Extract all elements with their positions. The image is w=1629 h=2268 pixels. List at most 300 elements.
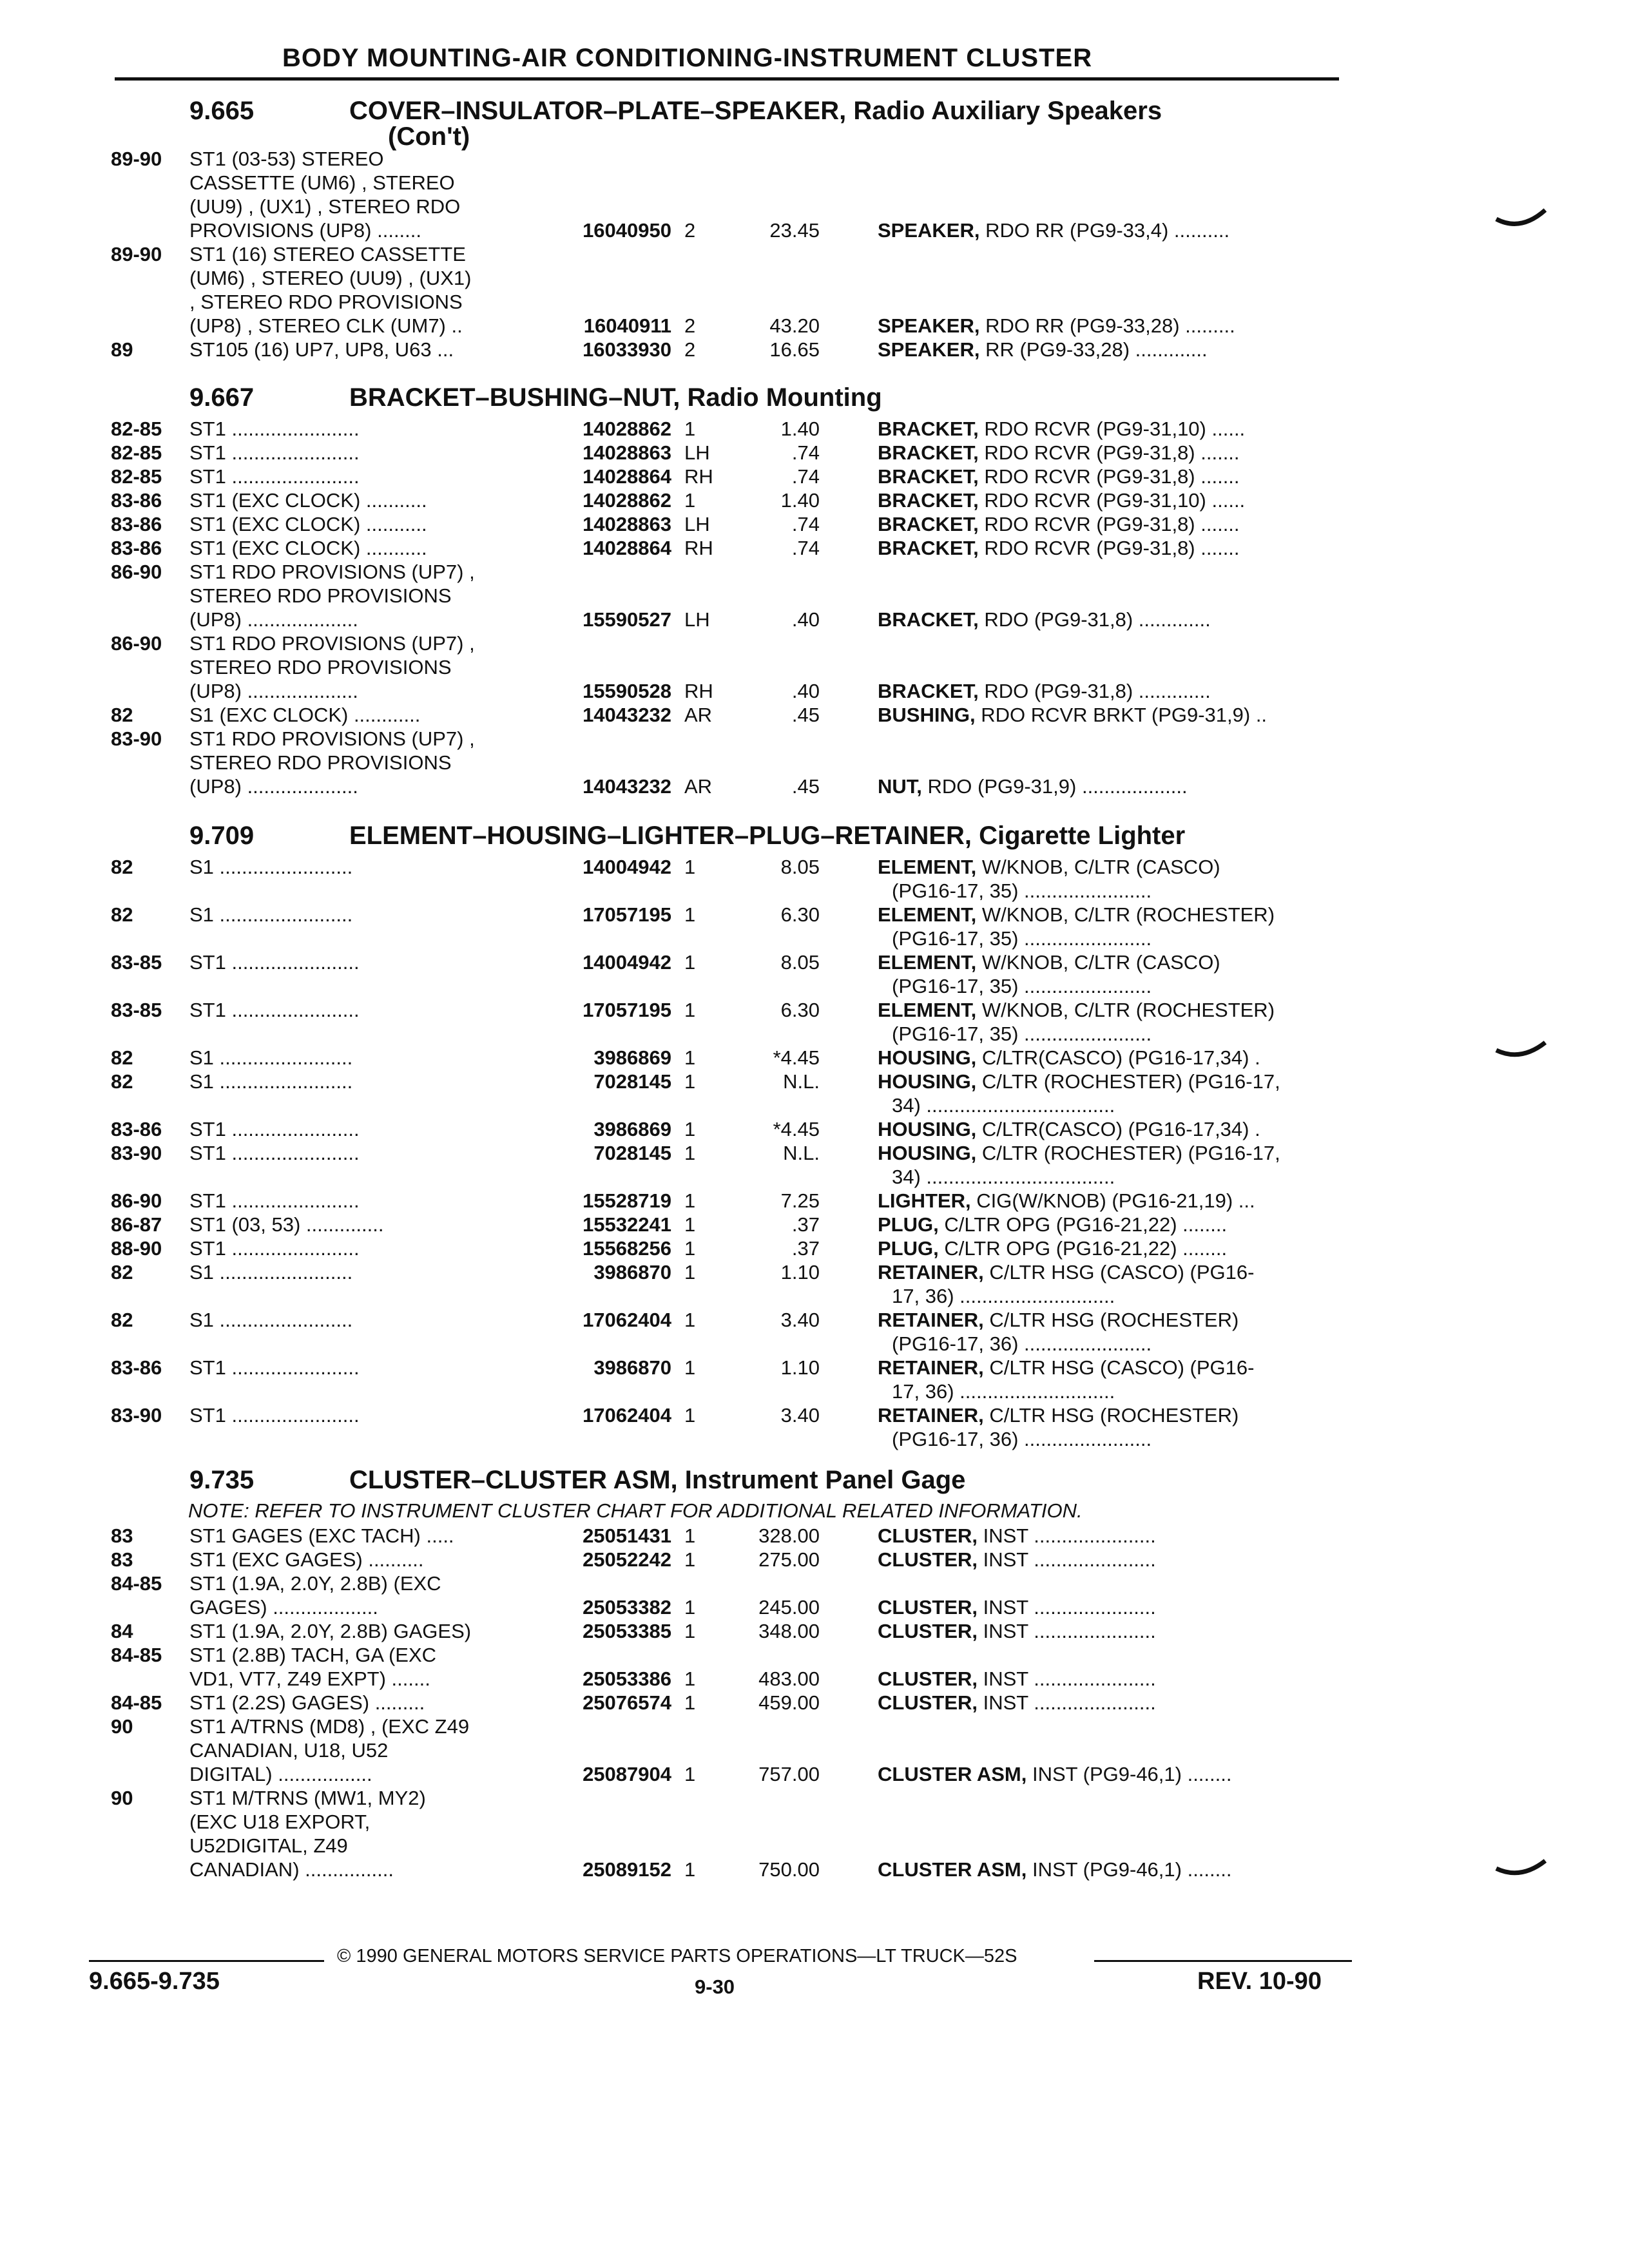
description-noun: CLUSTER, xyxy=(878,1667,978,1690)
description-text: 17, 36) ............................ xyxy=(892,1380,1115,1403)
section-title: ELEMENT–HOUSING–LIGHTER–PLUG–RETAINER, Cigarette Lighter xyxy=(349,822,1186,850)
price: 23.45 xyxy=(769,219,820,242)
price: 328.00 xyxy=(758,1524,820,1547)
description xyxy=(878,465,1342,488)
application: STEREO RDO PROVISIONS xyxy=(189,584,452,607)
application: ST1 ....................... xyxy=(189,951,360,974)
description xyxy=(878,1427,1356,1451)
description-text: RDO RCVR (PG9-31,8) ....... xyxy=(978,441,1240,464)
parts-row xyxy=(111,1595,1348,1619)
parts-row xyxy=(111,338,1348,361)
parts-row xyxy=(111,774,1348,798)
part-number: 16033930 xyxy=(583,338,671,361)
price: *4.45 xyxy=(773,1118,820,1140)
application: CANADIAN, U18, U52 xyxy=(189,1739,389,1762)
description xyxy=(878,1189,1342,1213)
section-number: 9.667 xyxy=(189,383,255,412)
description-noun: RETAINER, xyxy=(878,1309,984,1331)
quantity: 1 xyxy=(684,951,696,974)
parts-row xyxy=(111,1691,1348,1715)
parts-row xyxy=(111,1093,1348,1117)
model-years: 86-90 xyxy=(111,561,162,583)
description xyxy=(878,1117,1342,1141)
price: 3.40 xyxy=(780,1309,820,1331)
description xyxy=(878,1691,1342,1715)
description-text: C/LTR HSG (CASCO) (PG16- xyxy=(983,1261,1255,1283)
description xyxy=(878,903,1342,927)
quantity: 1 xyxy=(684,1237,696,1260)
application: CANADIAN) ................ xyxy=(189,1858,394,1881)
application: ST1 RDO PROVISIONS (UP7) , xyxy=(189,561,475,583)
footer-copyright: © 1990 GENERAL MOTORS SERVICE PARTS OPERATIONS—LT TRUCK—52S xyxy=(337,1946,1017,1966)
parts-row xyxy=(111,465,1348,488)
description-text: (PG16-17, 36) ....................... xyxy=(892,1428,1152,1450)
price: .74 xyxy=(791,465,820,488)
application: ST1 (EXC CLOCK) ........... xyxy=(189,513,427,535)
quantity: 1 xyxy=(684,1667,696,1690)
part-number: 15568256 xyxy=(583,1237,671,1260)
application: (UP8) .................... xyxy=(189,775,358,798)
parts-row xyxy=(111,147,1348,171)
description-text: RDO RCVR (PG9-31,8) ....... xyxy=(978,537,1240,559)
parts-row xyxy=(111,441,1348,465)
parts-row xyxy=(111,1236,1348,1260)
application: (EXC U18 EXPORT, xyxy=(189,1811,371,1833)
price: 6.30 xyxy=(780,999,820,1021)
description xyxy=(878,855,1342,879)
description xyxy=(878,998,1342,1022)
application: ST105 (16) UP7, UP8, U63 ... xyxy=(189,338,454,361)
quantity: RH xyxy=(684,465,713,488)
model-years: 83-85 xyxy=(111,999,162,1021)
description-text: INST ...................... xyxy=(978,1620,1156,1642)
parts-row xyxy=(111,1548,1348,1571)
section-heading xyxy=(111,383,1348,417)
section-note: NOTE: REFER TO INSTRUMENT CLUSTER CHART FOR ADDITIONAL RELATED INFORMATION. xyxy=(188,1499,1083,1522)
description-text: INST ...................... xyxy=(978,1524,1156,1547)
application: STEREO RDO PROVISIONS xyxy=(189,656,452,678)
part-number: 17062404 xyxy=(583,1309,671,1331)
part-number: 3986870 xyxy=(593,1356,671,1379)
application: ST1 ....................... xyxy=(189,418,360,440)
model-years: 83 xyxy=(111,1548,133,1571)
application: S1 ........................ xyxy=(189,1261,353,1283)
part-number: 14004942 xyxy=(583,951,671,974)
parts-row xyxy=(111,1643,1348,1667)
description-noun: LIGHTER, xyxy=(878,1189,971,1212)
parts-row xyxy=(111,1403,1348,1427)
description xyxy=(878,1213,1342,1236)
price: .37 xyxy=(791,1237,820,1260)
price: 750.00 xyxy=(758,1858,820,1881)
description xyxy=(878,1046,1342,1070)
parts-row xyxy=(111,1667,1348,1691)
price: 459.00 xyxy=(758,1691,820,1714)
parts-row xyxy=(111,927,1348,950)
description xyxy=(878,879,1356,903)
model-years: 83-90 xyxy=(111,727,162,750)
part-number: 25053385 xyxy=(583,1620,671,1642)
quantity: 1 xyxy=(684,1261,696,1283)
price: 1.10 xyxy=(780,1261,820,1283)
description-noun: SPEAKER, xyxy=(878,338,980,361)
part-number: 14028864 xyxy=(583,537,671,559)
description xyxy=(878,1284,1356,1308)
parts-row xyxy=(111,1858,1348,1881)
price: .45 xyxy=(791,775,820,798)
parts-row xyxy=(111,1213,1348,1236)
description-noun: SPEAKER, xyxy=(878,314,980,337)
description xyxy=(878,1070,1342,1093)
parts-row xyxy=(111,1284,1348,1308)
application: (UU9) , (UX1) , STEREO RDO xyxy=(189,195,461,218)
application: STEREO RDO PROVISIONS xyxy=(189,751,452,774)
description-text: C/LTR (ROCHESTER) (PG16-17, xyxy=(976,1070,1280,1093)
description xyxy=(878,1858,1342,1881)
description-noun: ELEMENT, xyxy=(878,999,977,1021)
application: (UM6) , STEREO (UU9) , (UX1) xyxy=(189,267,472,289)
parts-row xyxy=(111,242,1348,266)
quantity: LH xyxy=(684,513,710,535)
application: GAGES) ................... xyxy=(189,1596,378,1619)
parts-row xyxy=(111,631,1348,655)
parts-row xyxy=(111,266,1348,290)
description-noun: BRACKET, xyxy=(878,513,979,535)
description xyxy=(878,1308,1342,1332)
part-number: 3986870 xyxy=(593,1261,671,1283)
quantity: 1 xyxy=(684,1213,696,1236)
part-number: 15590527 xyxy=(583,608,671,631)
description-noun: HOUSING, xyxy=(878,1046,977,1069)
description xyxy=(878,1356,1342,1379)
application: ST1 ....................... xyxy=(189,1356,360,1379)
model-years: 86-90 xyxy=(111,1189,162,1212)
application: VD1, VT7, Z49 EXPT) ....... xyxy=(189,1667,430,1690)
description-text: RDO RCVR BRKT (PG9-31,9) .. xyxy=(975,704,1268,726)
description-noun: BRACKET, xyxy=(878,465,979,488)
description-noun: CLUSTER, xyxy=(878,1596,978,1619)
model-years: 84-85 xyxy=(111,1572,162,1595)
footer-rule-right xyxy=(1094,1960,1352,1962)
description xyxy=(878,1022,1356,1046)
application: ST1 ....................... xyxy=(189,1404,360,1427)
margin-check-mark xyxy=(1495,1037,1547,1063)
application: , STEREO RDO PROVISIONS xyxy=(189,291,463,313)
price: *4.45 xyxy=(773,1046,820,1069)
section-title: COVER–INSULATOR–PLATE–SPEAKER, Radio Auxiliary Speakers xyxy=(349,97,1162,125)
parts-row xyxy=(111,1786,1348,1810)
price: 8.05 xyxy=(780,951,820,974)
part-number: 25052242 xyxy=(583,1548,671,1571)
model-years: 84-85 xyxy=(111,1691,162,1714)
application: ST1 ....................... xyxy=(189,465,360,488)
part-number: 14028862 xyxy=(583,418,671,440)
price: N.L. xyxy=(783,1070,820,1093)
price: .74 xyxy=(791,537,820,559)
description xyxy=(878,512,1342,536)
application: ST1 (16) STEREO CASSETTE xyxy=(189,243,466,265)
model-years: 82-85 xyxy=(111,441,162,464)
parts-row xyxy=(111,536,1348,560)
application: S1 ........................ xyxy=(189,903,353,926)
description xyxy=(878,488,1342,512)
quantity: RH xyxy=(684,680,713,702)
section-title-continued: (Con't) xyxy=(388,122,470,151)
description-text: INST (PG9-46,1) ........ xyxy=(1027,1763,1232,1785)
application: ST1 (03-53) STEREO xyxy=(189,148,384,170)
model-years: 83-86 xyxy=(111,1356,162,1379)
description-text: RDO RCVR (PG9-31,8) ....... xyxy=(978,465,1240,488)
page-header xyxy=(115,37,1339,82)
description-noun: CLUSTER, xyxy=(878,1620,978,1642)
model-years: 83-86 xyxy=(111,537,162,559)
parts-row xyxy=(111,195,1348,218)
description-noun: RETAINER, xyxy=(878,1261,984,1283)
parts-row xyxy=(111,998,1348,1022)
parts-row xyxy=(111,1379,1348,1403)
parts-row xyxy=(111,950,1348,974)
price: 348.00 xyxy=(758,1620,820,1642)
quantity: 1 xyxy=(684,999,696,1021)
parts-row xyxy=(111,608,1348,631)
parts-row xyxy=(111,584,1348,608)
description-text: 34) .................................. xyxy=(892,1094,1115,1117)
description-text: C/LTR(CASCO) (PG16-17,34) . xyxy=(976,1046,1260,1069)
margin-check-mark xyxy=(1495,206,1547,232)
part-number: 17062404 xyxy=(583,1404,671,1427)
description-text: RDO RR (PG9-33,28) ......... xyxy=(979,314,1235,337)
price: 275.00 xyxy=(758,1548,820,1571)
model-years: 84-85 xyxy=(111,1644,162,1666)
parts-row xyxy=(111,1619,1348,1643)
parts-row xyxy=(111,1117,1348,1141)
description-text: RDO RCVR (PG9-31,8) ....... xyxy=(978,513,1240,535)
application: ST1 RDO PROVISIONS (UP7) , xyxy=(189,727,475,750)
model-years: 86-90 xyxy=(111,632,162,655)
description-text: W/KNOB, C/LTR (ROCHESTER) xyxy=(976,903,1275,926)
price: 7.25 xyxy=(780,1189,820,1212)
description-text: RDO (PG9-31,8) ............. xyxy=(978,680,1211,702)
description-text: 17, 36) ............................ xyxy=(892,1285,1115,1307)
description-noun: ELEMENT, xyxy=(878,903,977,926)
parts-row xyxy=(111,974,1348,998)
part-number: 25053386 xyxy=(583,1667,671,1690)
application: ST1 (EXC CLOCK) ........... xyxy=(189,489,427,512)
quantity: AR xyxy=(684,775,713,798)
description-text: INST ...................... xyxy=(978,1691,1156,1714)
description xyxy=(878,338,1342,361)
model-years: 90 xyxy=(111,1715,133,1738)
price: 245.00 xyxy=(758,1596,820,1619)
section-heading xyxy=(111,1466,1348,1499)
description-noun: CLUSTER ASM, xyxy=(878,1858,1027,1881)
parts-row xyxy=(111,679,1348,703)
application: CASSETTE (UM6) , STEREO xyxy=(189,171,455,194)
model-years: 82 xyxy=(111,1309,133,1331)
part-number: 7028145 xyxy=(593,1070,671,1093)
description xyxy=(878,950,1342,974)
section-heading xyxy=(111,97,1348,151)
parts-row xyxy=(111,1141,1348,1165)
description-text: CIG(W/KNOB) (PG16-21,19) ... xyxy=(970,1189,1255,1212)
section-number: 9.665 xyxy=(189,97,255,125)
part-number: 3986869 xyxy=(593,1118,671,1140)
description xyxy=(878,703,1342,727)
parts-row xyxy=(111,1165,1348,1189)
section-9-665 xyxy=(111,97,1348,361)
part-number: 15590528 xyxy=(583,680,671,702)
parts-row xyxy=(111,855,1348,879)
model-years: 88-90 xyxy=(111,1237,162,1260)
description xyxy=(878,1595,1342,1619)
part-number: 25089152 xyxy=(583,1858,671,1881)
description-text: RDO (PG9-31,8) ............. xyxy=(978,608,1211,631)
quantity: 1 xyxy=(684,1189,696,1212)
quantity: 1 xyxy=(684,1309,696,1331)
description-text: C/LTR OPG (PG16-21,22) ........ xyxy=(938,1213,1228,1236)
model-years: 83-90 xyxy=(111,1142,162,1164)
description-noun: BRACKET, xyxy=(878,441,979,464)
quantity: 1 xyxy=(684,1620,696,1642)
parts-row xyxy=(111,655,1348,679)
section-9-735 xyxy=(111,1466,1348,1881)
description xyxy=(878,417,1342,441)
application: ST1 ....................... xyxy=(189,999,360,1021)
application: ST1 M/TRNS (MW1, MY2) xyxy=(189,1787,426,1809)
parts-row xyxy=(111,1046,1348,1070)
description-noun: BUSHING, xyxy=(878,704,976,726)
description-noun: RETAINER, xyxy=(878,1356,984,1379)
description-text: 34) .................................. xyxy=(892,1166,1115,1188)
part-number: 7028145 xyxy=(593,1142,671,1164)
quantity: 1 xyxy=(684,1070,696,1093)
quantity: LH xyxy=(684,441,710,464)
quantity: 1 xyxy=(684,1142,696,1164)
price: 483.00 xyxy=(758,1667,820,1690)
application: ST1 (2.8B) TACH, GA (EXC xyxy=(189,1644,437,1666)
application: S1 ........................ xyxy=(189,856,353,878)
margin-check-mark xyxy=(1495,1856,1547,1881)
description-noun: ELEMENT, xyxy=(878,856,977,878)
description xyxy=(878,974,1356,998)
description-text: C/LTR (ROCHESTER) (PG16-17, xyxy=(976,1142,1280,1164)
description-noun: ELEMENT, xyxy=(878,951,977,974)
price: 6.30 xyxy=(780,903,820,926)
application: ST1 A/TRNS (MD8) , (EXC Z49 xyxy=(189,1715,470,1738)
description-text: INST ...................... xyxy=(978,1667,1156,1690)
part-number: 25076574 xyxy=(583,1691,671,1714)
quantity: 1 xyxy=(684,1763,696,1785)
description-text: C/LTR HSG (ROCHESTER) xyxy=(983,1309,1239,1331)
application: ST1 (1.9A, 2.0Y, 2.8B) (EXC xyxy=(189,1572,441,1595)
model-years: 82 xyxy=(111,1046,133,1069)
model-years: 83-90 xyxy=(111,1404,162,1427)
quantity: 2 xyxy=(684,338,696,361)
parts-row xyxy=(111,1427,1348,1451)
application: S1 ........................ xyxy=(189,1070,353,1093)
part-number: 25053382 xyxy=(583,1596,671,1619)
parts-row xyxy=(111,488,1348,512)
price: .40 xyxy=(791,608,820,631)
part-number: 14028864 xyxy=(583,465,671,488)
price: 43.20 xyxy=(769,314,820,337)
section-9-667 xyxy=(111,383,1348,798)
parts-row xyxy=(111,512,1348,536)
description xyxy=(878,441,1342,465)
description-text: INST (PG9-46,1) ........ xyxy=(1027,1858,1232,1881)
application: (UP8) , STEREO CLK (UM7) .. xyxy=(189,314,463,337)
model-years: 82-85 xyxy=(111,465,162,488)
description-noun: RETAINER, xyxy=(878,1404,984,1427)
application: U52DIGITAL, Z49 xyxy=(189,1834,348,1857)
description xyxy=(878,1165,1356,1189)
price: .74 xyxy=(791,441,820,464)
price: .37 xyxy=(791,1213,820,1236)
application: ST1 RDO PROVISIONS (UP7) , xyxy=(189,632,475,655)
parts-row xyxy=(111,1715,1348,1738)
description xyxy=(878,1762,1342,1786)
description xyxy=(878,1524,1342,1548)
model-years: 83 xyxy=(111,1524,133,1547)
model-years: 89-90 xyxy=(111,148,162,170)
quantity: 1 xyxy=(684,1046,696,1069)
model-years: 86-87 xyxy=(111,1213,162,1236)
part-number: 25087904 xyxy=(583,1763,671,1785)
price: 1.40 xyxy=(780,418,820,440)
quantity: 1 xyxy=(684,1524,696,1547)
description-noun: NUT, xyxy=(878,775,922,798)
description-noun: BRACKET, xyxy=(878,608,979,631)
description xyxy=(878,536,1342,560)
application: ST1 GAGES (EXC TACH) ..... xyxy=(189,1524,454,1547)
parts-row xyxy=(111,727,1348,751)
quantity: 1 xyxy=(684,1858,696,1881)
application: ST1 (03, 53) .............. xyxy=(189,1213,384,1236)
model-years: 84 xyxy=(111,1620,133,1642)
application: S1 ........................ xyxy=(189,1046,353,1069)
description-text: RDO RCVR (PG9-31,10) ...... xyxy=(978,489,1246,512)
parts-row xyxy=(111,903,1348,927)
model-years: 82 xyxy=(111,1261,133,1283)
price: 8.05 xyxy=(780,856,820,878)
quantity: 1 xyxy=(684,903,696,926)
quantity: 1 xyxy=(684,1596,696,1619)
description-text: (PG16-17, 35) ....................... xyxy=(892,879,1152,902)
description-noun: BRACKET, xyxy=(878,680,979,702)
description xyxy=(878,1236,1342,1260)
part-number: 14004942 xyxy=(583,856,671,878)
model-years: 83-86 xyxy=(111,1118,162,1140)
quantity: RH xyxy=(684,537,713,559)
quantity: 1 xyxy=(684,856,696,878)
parts-row xyxy=(111,1189,1348,1213)
application: ST1 (EXC GAGES) .......... xyxy=(189,1548,424,1571)
application: (UP8) .................... xyxy=(189,680,358,702)
description-text: C/LTR HSG (CASCO) (PG16- xyxy=(983,1356,1255,1379)
description xyxy=(878,1619,1342,1643)
description-noun: PLUG, xyxy=(878,1237,939,1260)
parts-row xyxy=(111,1571,1348,1595)
description-noun: BRACKET, xyxy=(878,537,979,559)
description-noun: HOUSING, xyxy=(878,1070,977,1093)
part-number: 14028863 xyxy=(583,441,671,464)
part-number: 16040911 xyxy=(583,314,671,337)
description-text: W/KNOB, C/LTR (CASCO) xyxy=(976,856,1220,878)
price: .45 xyxy=(791,704,820,726)
section-number: 9.735 xyxy=(189,1466,255,1494)
description-noun: HOUSING, xyxy=(878,1142,977,1164)
price: .40 xyxy=(791,680,820,702)
